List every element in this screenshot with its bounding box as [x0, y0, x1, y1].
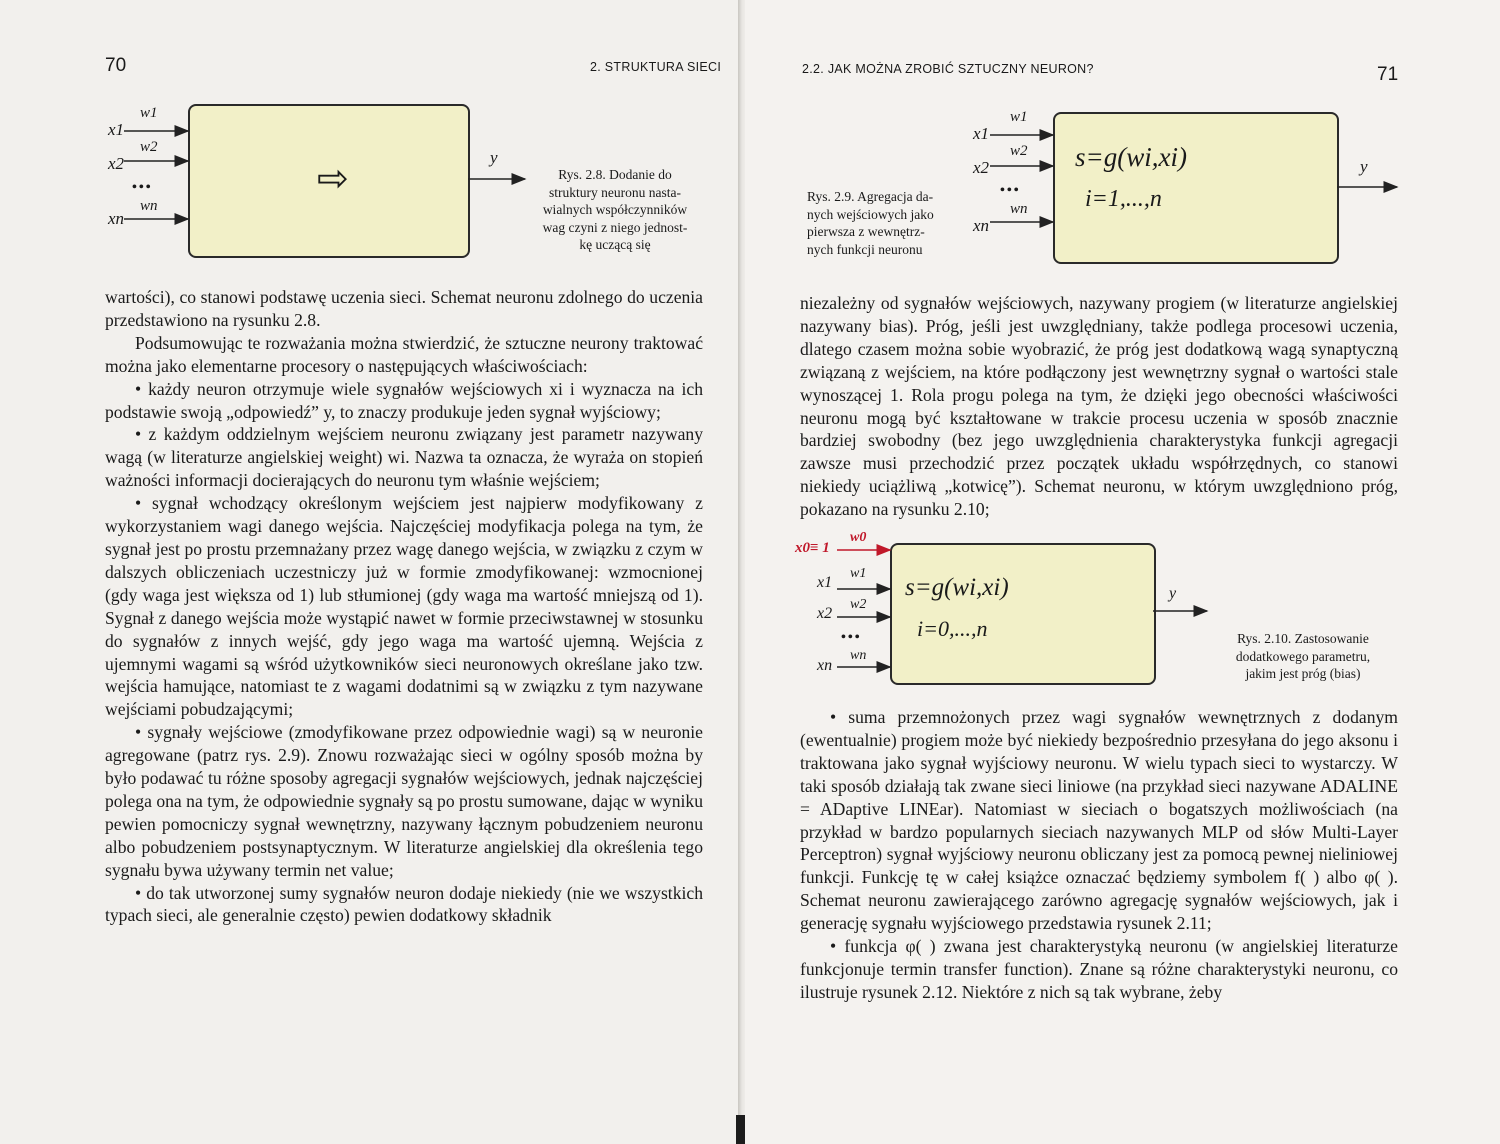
index-range: i=0,...,n — [917, 616, 988, 641]
weight-label-wn: wn — [1010, 201, 1028, 217]
bullet-paragraph: • funkcja φ( ) zwana jest charakterystyką neuronu (w angielskiej literaturze funkcjonuje termin transfer function). Znane są różne charakterystyki neuronu, co ilustruje rysunek 2.12. Niektóre z nich są tak wybrane, żeby — [800, 936, 1398, 1002]
input-label-xn: xn — [108, 209, 125, 228]
input-label-x2: x2 — [108, 154, 125, 173]
figure-2-8-arrows — [0, 0, 740, 300]
aggregation-formula: s=g(wi,xi) — [905, 574, 1009, 601]
output-label-y: y — [1360, 157, 1368, 176]
right-page — [745, 0, 1500, 1144]
input-label-x1: x1 — [973, 124, 990, 143]
page-number: 70 — [105, 55, 127, 76]
weight-label-w1: w1 — [850, 566, 867, 581]
weight-label-w2: w2 — [1010, 143, 1028, 159]
input-label-xn: xn — [973, 216, 990, 235]
bullet-paragraph: • suma przemnożonych przez wagi sygnałów wewnętrznych z dodanym (ewentualnie) progiem może być niekiedy bezpośrednio przesyłana do jego aksonu i traktowana jako sygnał wyjściowy neuronu. W wielu typach sieci to wystarczy. W taki sposób działają tak zwane sieci liniowe (na przykład sieci nazywane ADALINE = ADaptive LINEar). Natomiast w sieciach o bogatszych możliwościach (na przykład w bardzo popularnych sieciach nazywanych MLP od słów Multi-Layer Perceptron) sygnał wyjściowy neuronu obliczany jest za pomocą pewnej nieliniowej funkcji. Funkcję tę w całej książce oznaczać będziemy symbolem f( ) albo φ( ). Schemat neuronu zawierającego zarówno agregację sygnałów wejściowych, jak i generację sygnału wyjściowego przedstawia rysunek 2.11; — [800, 707, 1398, 934]
running-head: 2.2. JAK MOŻNA ZROBIĆ SZTUCZNY NEURON? — [802, 62, 1094, 76]
input-label-x1: x1 — [108, 120, 125, 139]
output-label-y: y — [1169, 585, 1177, 602]
input-label-x1: x1 — [817, 574, 833, 591]
bullet-paragraph: • sygnały wejściowe (zmodyfikowane przez odpowiednie wagi) są w neuronie agregowane (patrz rys. 2.9). Znowu rozważając sieci w ogólny sposób można by było podawać tu różne sposoby agregacji sygnałów wejściowych, jednak najczęściej polega ona na tym, że odpowiednie sygnały są po prostu sumowane, dając w wyniku pewien pomocniczy sygnał wewnętrzny, nazywany łącznym pobudzeniem neuronu albo pobudzeniem postsynaptycznym. W literaturze angielskiej dla określenia tego sygnału bywa używany termin net value; — [105, 722, 703, 880]
weight-label-w1: w1 — [140, 105, 158, 121]
bullet-paragraph: • sygnał wchodzący określonym wejściem jest najpierw modyfikowany z wykorzystaniem wagi danego wejścia. Najczęściej modyfikacja polega na tym, że sygnał jest po prostu przemnażany przez wagę danego wejścia, w związku z czym w dalszych obliczeniach uczestniczy już w formie zmodyfikowanej: wzmocnionej (gdy waga jest większa od 1) lub stłumionej (gdy waga ma wartość mniejszą od 1). Sygnał z danego wejścia może wystąpić nawet w formie przeciwstawnej w stosunku do sygnałów z innych wejść, gdy jego waga ma wartość ujemną. Wejścia z ujemnymi wagami są wśród użytkowników sieci neuronowych określane jako tzw. wejścia hamujące, natomiast te z wagami dodatnimi są w związku z tym nazywane wejściami pobudzającymi; — [105, 493, 703, 720]
figure-caption: Rys. 2.9. Agregacja da- nych wejściowych jako pierwsza z wewnętrz- nych funkcji neuronu — [807, 189, 934, 257]
bias-weight-label: w0 — [850, 530, 867, 545]
paragraph: Podsumowując te rozważania można stwierdzić, że sztuczne neurony traktować można jako elementarne procesory o następujących właściwościach: — [105, 332, 703, 376]
output-label-y: y — [490, 148, 498, 167]
figure-caption: Rys. 2.8. Dodanie do struktury neuronu nasta- wialnych współczynników wag czyni z niego jednost- kę uczącą się — [542, 167, 688, 252]
arrow-icon: ⇨ — [317, 158, 349, 200]
body-text — [800, 706, 1398, 1004]
ellipsis-dots: ••• — [841, 630, 862, 645]
figure-caption: Rys. 2.10. Zastosowanie dodatkowego parametru, jakim jest próg (bias) — [1235, 631, 1371, 681]
bullet-paragraph: • z każdym oddzielnym wejściem neuronu związany jest parametr nazywany wagą (w literaturze angielskiej weight) wi. Nazwa ta oznacza, że wyraża on stopień ważności informacji docierających do neuronu tym właśnie wejściem; — [105, 424, 703, 491]
weight-label-w2: w2 — [850, 597, 867, 612]
input-label-xn: xn — [817, 657, 833, 674]
weight-label-w2: w2 — [140, 139, 158, 155]
index-range: i=1,...,n — [1085, 186, 1162, 212]
weight-label-wn: wn — [140, 198, 158, 214]
paragraph: niezależny od sygnałów wejściowych, nazywany progiem (w literaturze angielskiej nazywany bias). Próg, jeśli jest uwzględniany, także podlega procesowi uczenia, dlatego czasem można sobie wyobrazić, że próg jest dodatkową wagą synaptyczną związaną z wejściem, na które podłączony jest wewnętrzny sygnał o wartości stale wynoszącej 1. Rola progu polega na tym, że dzięki jego obecności właściwości neuronu mogą być kształtowane w trakcie procesu uczenia w sposób znacznie bardziej swobodny (bez jego uwzględnienia charakterystyka funkcji agregacji zawsze musi przechodzić przez początek układu współrzędnych, co stanowi niekiedy uciążliwą „kotwicę”). Schemat neuronu, w którym uwzględniono próg, pokazano na rysunku 2.10; — [800, 293, 1398, 520]
ellipsis-dots: ••• — [132, 180, 153, 195]
weight-label-w1: w1 — [1010, 109, 1028, 125]
input-label-x2: x2 — [817, 605, 833, 622]
ellipsis-dots: ••• — [1000, 183, 1021, 198]
left-page — [0, 0, 740, 1144]
input-label-x2: x2 — [973, 158, 990, 177]
bias-input-label: x0≡ 1 — [795, 540, 830, 556]
body-text — [105, 286, 703, 927]
bullet-paragraph: • każdy neuron otrzymuje wiele sygnałów wejściowych xi i wyznacza na ich podstawie swoją „odpowiedź” y, to znaczy produkuje jeden sygnał wyjściowy; — [105, 378, 703, 422]
paragraph: wartości), co stanowi podstawę uczenia sieci. Schemat neuronu zdolnego do uczenia przedstawiono na rysunku 2.8. — [105, 287, 703, 330]
weight-label-wn: wn — [850, 648, 867, 663]
aggregation-formula: s=g(wi,xi) — [1075, 142, 1187, 172]
running-head: 2. STRUKTURA SIECI — [590, 60, 722, 74]
page-number: 71 — [1377, 64, 1399, 85]
bullet-paragraph: • do tak utworzonej sumy sygnałów neuron dodaje niekiedy (nie we wszystkich typach sieci, ale generalnie często) pewien dodatkowy składnik — [105, 882, 703, 926]
